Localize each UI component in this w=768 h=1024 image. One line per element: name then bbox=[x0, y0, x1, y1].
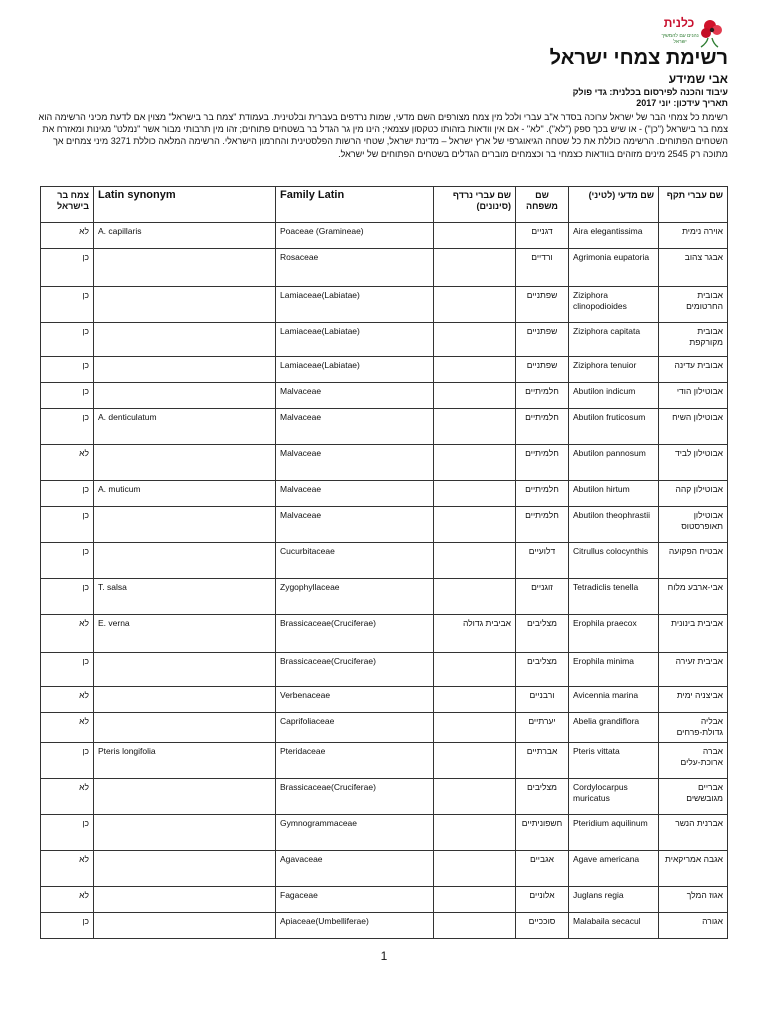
header-latin-synonym: Latin synonym bbox=[94, 187, 276, 223]
family-latin-cell: Poaceae (Gramineae) bbox=[276, 223, 434, 249]
hebrew-name-cell: אברה ארוכת-עלים bbox=[659, 743, 728, 779]
hebrew-synonym-cell bbox=[434, 779, 516, 815]
latin-synonym-cell bbox=[94, 445, 276, 481]
table-row bbox=[41, 249, 728, 287]
table-row bbox=[41, 851, 728, 887]
hebrew-synonym-cell bbox=[434, 743, 516, 779]
latin-synonym-cell bbox=[94, 687, 276, 713]
family-latin-cell: Brassicaceae(Cruciferae) bbox=[276, 653, 434, 687]
scientific-name-cell: Citrullus colocynthis bbox=[569, 543, 659, 579]
hebrew-synonym-cell bbox=[434, 481, 516, 507]
family-hebrew-cell: מצליבים bbox=[516, 615, 569, 653]
wild-cell: כן bbox=[41, 481, 94, 507]
hebrew-synonym-cell bbox=[434, 687, 516, 713]
wild-cell: כן bbox=[41, 323, 94, 357]
family-latin-cell: Gymnogrammaceae bbox=[276, 815, 434, 851]
latin-synonym-cell bbox=[94, 713, 276, 743]
latin-synonym-cell: A. muticum bbox=[94, 481, 276, 507]
latin-synonym-cell bbox=[94, 357, 276, 383]
latin-synonym-cell bbox=[94, 815, 276, 851]
table-row bbox=[41, 887, 728, 913]
wild-cell: לא bbox=[41, 851, 94, 887]
latin-synonym-cell: A. capillaris bbox=[94, 223, 276, 249]
hebrew-synonym-cell bbox=[434, 851, 516, 887]
scientific-name-cell: Malabaila secacul bbox=[569, 913, 659, 939]
header-family-hebrew: שם משפחה bbox=[516, 187, 569, 223]
scientific-name-cell: Agave americana bbox=[569, 851, 659, 887]
header-hebrew-name: שם עברי תקף bbox=[659, 187, 728, 223]
latin-synonym-cell bbox=[94, 383, 276, 409]
family-hebrew-cell: ורדיים bbox=[516, 249, 569, 287]
hebrew-name-cell: אבוטילון תאופרסטוס bbox=[659, 507, 728, 543]
table-row bbox=[41, 507, 728, 543]
hebrew-name-cell: אגוז המלך bbox=[659, 887, 728, 913]
wild-cell: כן bbox=[41, 913, 94, 939]
family-latin-cell: Verbenaceae bbox=[276, 687, 434, 713]
family-latin-cell: Agavaceae bbox=[276, 851, 434, 887]
hebrew-synonym-cell bbox=[434, 887, 516, 913]
family-latin-cell: Malvaceae bbox=[276, 507, 434, 543]
update-date: תאריך עידכון: יוני 2017 bbox=[636, 98, 728, 108]
family-hebrew-cell: דלועיים bbox=[516, 543, 569, 579]
hebrew-synonym-cell bbox=[434, 815, 516, 851]
scientific-name-cell: Abelia grandiflora bbox=[569, 713, 659, 743]
family-latin-cell: Malvaceae bbox=[276, 383, 434, 409]
hebrew-synonym-cell bbox=[434, 223, 516, 249]
latin-synonym-cell bbox=[94, 543, 276, 579]
logo-tagline: נהנים עם להמשיך ישראל bbox=[661, 33, 699, 45]
family-latin-cell: Caprifoliaceae bbox=[276, 713, 434, 743]
wild-cell: כן bbox=[41, 357, 94, 383]
hebrew-name-cell: אבוטילון קהה bbox=[659, 481, 728, 507]
family-hebrew-cell: חלמיתיים bbox=[516, 445, 569, 481]
family-latin-cell: Rosaceae bbox=[276, 249, 434, 287]
wild-cell: לא bbox=[41, 779, 94, 815]
family-hebrew-cell: חלמיתיים bbox=[516, 383, 569, 409]
hebrew-name-cell: אבוטילון הודי bbox=[659, 383, 728, 409]
latin-synonym-cell bbox=[94, 323, 276, 357]
hebrew-synonym-cell bbox=[434, 713, 516, 743]
table-row bbox=[41, 223, 728, 249]
hebrew-name-cell: אביבית בינונית bbox=[659, 615, 728, 653]
table-row bbox=[41, 615, 728, 653]
wild-cell: כן bbox=[41, 507, 94, 543]
family-hebrew-cell: זוגניים bbox=[516, 579, 569, 615]
table-row bbox=[41, 357, 728, 383]
latin-synonym-cell bbox=[94, 887, 276, 913]
scientific-name-cell: Pteris vittata bbox=[569, 743, 659, 779]
hebrew-name-cell: אבובית החרטומים bbox=[659, 287, 728, 323]
table-row bbox=[41, 445, 728, 481]
scientific-name-cell: Erophila minima bbox=[569, 653, 659, 687]
latin-synonym-cell: T. salsa bbox=[94, 579, 276, 615]
table-row bbox=[41, 779, 728, 815]
family-latin-cell: Lamiaceae(Labiatae) bbox=[276, 287, 434, 323]
hebrew-synonym-cell bbox=[434, 507, 516, 543]
wild-cell: לא bbox=[41, 713, 94, 743]
hebrew-name-cell: אבגר צהוב bbox=[659, 249, 728, 287]
wild-cell: לא bbox=[41, 687, 94, 713]
hebrew-synonym-cell bbox=[434, 913, 516, 939]
scientific-name-cell: Ziziphora tenuior bbox=[569, 357, 659, 383]
logo-name: כלנית bbox=[663, 16, 695, 30]
family-latin-cell: Lamiaceae(Labiatae) bbox=[276, 357, 434, 383]
page-title: רשימת צמחי ישראל bbox=[549, 47, 728, 69]
kalanit-logo bbox=[660, 16, 722, 48]
table-row bbox=[41, 543, 728, 579]
page-number: 1 bbox=[380, 949, 388, 963]
wild-cell: לא bbox=[41, 615, 94, 653]
scientific-name-cell: Cordylocarpus muricatus bbox=[569, 779, 659, 815]
scientific-name-cell: Pteridium aquilinum bbox=[569, 815, 659, 851]
plants-table bbox=[40, 186, 728, 939]
family-hebrew-cell: שפתניים bbox=[516, 323, 569, 357]
wild-cell: כן bbox=[41, 653, 94, 687]
family-hebrew-cell: חלמיתיים bbox=[516, 481, 569, 507]
latin-synonym-cell bbox=[94, 507, 276, 543]
family-latin-cell: Malvaceae bbox=[276, 409, 434, 445]
hebrew-name-cell: אגורה bbox=[659, 913, 728, 939]
header-family-latin: Family Latin bbox=[276, 187, 434, 223]
hebrew-synonym-cell bbox=[434, 579, 516, 615]
family-latin-cell: Malvaceae bbox=[276, 445, 434, 481]
family-latin-cell: Fagaceae bbox=[276, 887, 434, 913]
hebrew-synonym-cell bbox=[434, 653, 516, 687]
family-hebrew-cell: שפתניים bbox=[516, 357, 569, 383]
latin-synonym-cell bbox=[94, 653, 276, 687]
table-row bbox=[41, 579, 728, 615]
family-hebrew-cell: מצליבים bbox=[516, 779, 569, 815]
hebrew-name-cell: אבי-ארבע מלוח bbox=[659, 579, 728, 615]
scientific-name-cell: Ziziphora capitata bbox=[569, 323, 659, 357]
table-row bbox=[41, 323, 728, 357]
table-row bbox=[41, 653, 728, 687]
table-row bbox=[41, 913, 728, 939]
hebrew-synonym-cell bbox=[434, 249, 516, 287]
hebrew-synonym-cell: אביבית גדולה bbox=[434, 615, 516, 653]
header-scientific-name: שם מדעי (לטיני) bbox=[569, 187, 659, 223]
wild-cell: כן bbox=[41, 383, 94, 409]
hebrew-synonym-cell bbox=[434, 357, 516, 383]
wild-cell: כן bbox=[41, 287, 94, 323]
family-latin-cell: Pteridaceae bbox=[276, 743, 434, 779]
latin-synonym-cell bbox=[94, 913, 276, 939]
latin-synonym-cell bbox=[94, 779, 276, 815]
hebrew-synonym-cell bbox=[434, 445, 516, 481]
hebrew-synonym-cell bbox=[434, 323, 516, 357]
family-hebrew-cell: שפתניים bbox=[516, 287, 569, 323]
table-row bbox=[41, 383, 728, 409]
family-hebrew-cell: יערתיים bbox=[516, 713, 569, 743]
scientific-name-cell: Juglans regia bbox=[569, 887, 659, 913]
header-hebrew-synonym: שם עברי נרדף (סינונים) bbox=[434, 187, 516, 223]
latin-synonym-cell bbox=[94, 287, 276, 323]
family-latin-cell: Malvaceae bbox=[276, 481, 434, 507]
table-row bbox=[41, 287, 728, 323]
table-row bbox=[41, 481, 728, 507]
family-latin-cell: Brassicaceae(Cruciferae) bbox=[276, 615, 434, 653]
scientific-name-cell: Tetradiclis tenella bbox=[569, 579, 659, 615]
hebrew-name-cell: אגבה אמריקאית bbox=[659, 851, 728, 887]
wild-cell: כן bbox=[41, 743, 94, 779]
latin-synonym-cell: A. denticulatum bbox=[94, 409, 276, 445]
table-row bbox=[41, 409, 728, 445]
scientific-name-cell: Abutilon pannosum bbox=[569, 445, 659, 481]
hebrew-name-cell: אבוטילון לביד bbox=[659, 445, 728, 481]
hebrew-name-cell: אבריים מגובששים bbox=[659, 779, 728, 815]
latin-synonym-cell: E. verna bbox=[94, 615, 276, 653]
table-row bbox=[41, 687, 728, 713]
wild-cell: כן bbox=[41, 249, 94, 287]
hebrew-name-cell: אוירה נימית bbox=[659, 223, 728, 249]
table-row bbox=[41, 713, 728, 743]
hebrew-synonym-cell bbox=[434, 543, 516, 579]
family-latin-cell: Cucurbitaceae bbox=[276, 543, 434, 579]
scientific-name-cell: Abutilon hirtum bbox=[569, 481, 659, 507]
family-hebrew-cell: דגניים bbox=[516, 223, 569, 249]
family-latin-cell: Apiaceae(Umbelliferae) bbox=[276, 913, 434, 939]
scientific-name-cell: Erophila praecox bbox=[569, 615, 659, 653]
family-latin-cell: Lamiaceae(Labiatae) bbox=[276, 323, 434, 357]
scientific-name-cell: Aira elegantissima bbox=[569, 223, 659, 249]
family-latin-cell: Zygophyllaceae bbox=[276, 579, 434, 615]
wild-cell: כן bbox=[41, 815, 94, 851]
family-hebrew-cell: חשפוניתיים bbox=[516, 815, 569, 851]
wild-cell: כן bbox=[41, 543, 94, 579]
family-hebrew-cell: חלמיתיים bbox=[516, 507, 569, 543]
hebrew-name-cell: אברנית הנשר bbox=[659, 815, 728, 851]
scientific-name-cell: Agrimonia eupatoria bbox=[569, 249, 659, 287]
hebrew-name-cell: אביצניה ימית bbox=[659, 687, 728, 713]
latin-synonym-cell bbox=[94, 249, 276, 287]
family-hebrew-cell: אברתיים bbox=[516, 743, 569, 779]
scientific-name-cell: Ziziphora clinopodioides bbox=[569, 287, 659, 323]
scientific-name-cell: Abutilon theophrastii bbox=[569, 507, 659, 543]
scientific-name-cell: Abutilon fruticosum bbox=[569, 409, 659, 445]
family-hebrew-cell: אלוניים bbox=[516, 887, 569, 913]
table-row bbox=[41, 815, 728, 851]
intro-paragraph: רשימת כל צמחי הבר של ישראל ערוכה בסדר א"ב עברי ולכל מין צמח מצורפים השם מדעי, שמות נרדפים בעברית ובלטינית. בעמודת "צמח בר בישראל" מצוין אם לדעת מכיני הרשימה הוא צמח בר בישראל ("כן") - או שיש בכך ספק ("לא"). "לא" - אם אין וודאות בזהותו כטקסון עצמאי; הינו מין גר הגדל בר בשטחים פתוחים; זהו מין תרבותי מבור אשר "נמלט" מגינות ומאזרח את השטחים הפתוחים. הרשימה כוללת את כל שטחה הגיאוגרפי של ארץ ישראל – מדינת ישראל, שטחי הרשות הפלסטינית והחרמון הישראלי. הרשימה המלאה כוללת 3271 מיני צמחים אך מתוכה רק 2545 מינים מזוהים בוודאות כצמחי בר וכצמחים מוברים הגדלים בשטחים הפתוחים של ישראל. bbox=[38, 112, 728, 159]
scientific-name-cell: Avicennia marina bbox=[569, 687, 659, 713]
hebrew-name-cell: אבוטילון השיח bbox=[659, 409, 728, 445]
hebrew-name-cell: אבובית מקורקפת bbox=[659, 323, 728, 357]
hebrew-name-cell: אבליה גדולת-פרחים bbox=[659, 713, 728, 743]
hebrew-name-cell: אבטיח הפקועה bbox=[659, 543, 728, 579]
table-row bbox=[41, 743, 728, 779]
hebrew-name-cell: אבובית עדינה bbox=[659, 357, 728, 383]
family-hebrew-cell: מצליבים bbox=[516, 653, 569, 687]
author: אבי שמידע bbox=[668, 72, 728, 86]
family-latin-cell: Brassicaceae(Cruciferae) bbox=[276, 779, 434, 815]
latin-synonym-cell: Pteris longifolia bbox=[94, 743, 276, 779]
latin-synonym-cell bbox=[94, 851, 276, 887]
family-hebrew-cell: אגביים bbox=[516, 851, 569, 887]
family-hebrew-cell: חלמיתיים bbox=[516, 409, 569, 445]
header-wild: צמח בר בישראל bbox=[41, 187, 94, 223]
hebrew-synonym-cell bbox=[434, 409, 516, 445]
hebrew-synonym-cell bbox=[434, 287, 516, 323]
table-header-row bbox=[41, 187, 728, 223]
wild-cell: לא bbox=[41, 887, 94, 913]
wild-cell: לא bbox=[41, 445, 94, 481]
hebrew-synonym-cell bbox=[434, 383, 516, 409]
scientific-name-cell: Abutilon indicum bbox=[569, 383, 659, 409]
family-hebrew-cell: ורבניים bbox=[516, 687, 569, 713]
family-hebrew-cell: סוככיים bbox=[516, 913, 569, 939]
wild-cell: כן bbox=[41, 409, 94, 445]
wild-cell: כן bbox=[41, 579, 94, 615]
edit-credit: עיבוד והכנה לפירסום בכלנית: גדי פולק bbox=[572, 87, 728, 97]
wild-cell: לא bbox=[41, 223, 94, 249]
hebrew-name-cell: אביבית זעירה bbox=[659, 653, 728, 687]
